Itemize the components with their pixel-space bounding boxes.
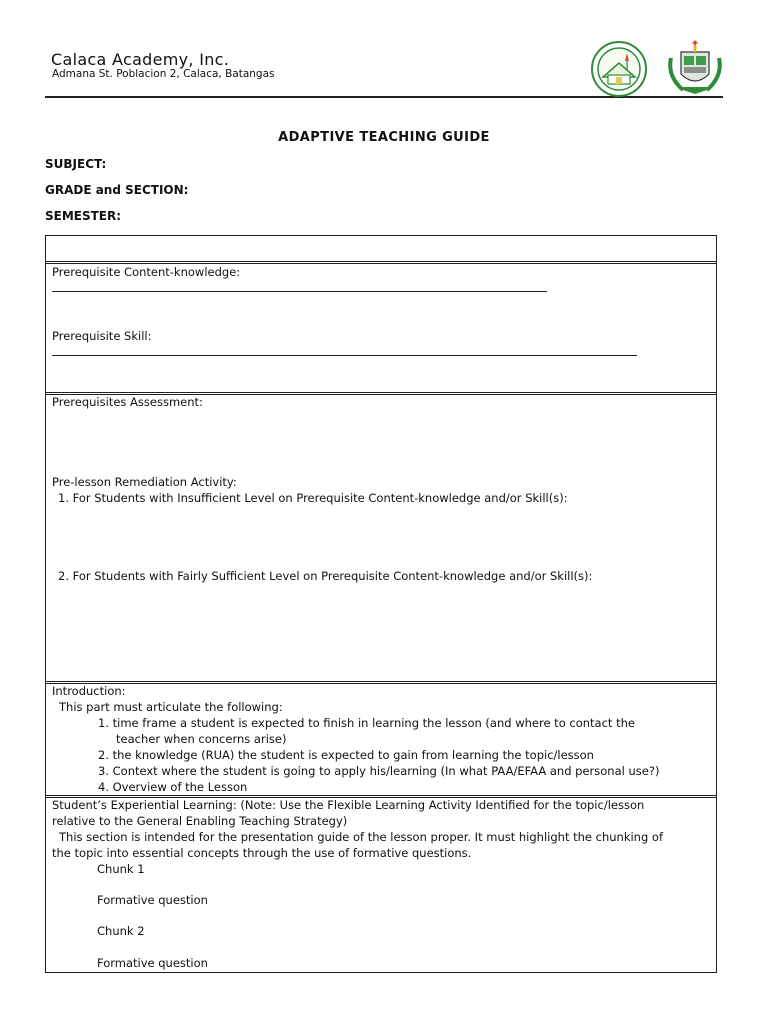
- semester-label: SEMESTER:: [45, 209, 122, 223]
- grade-section-label: GRADE and SECTION:: [45, 183, 189, 197]
- prerequisites-assessment-label: Prerequisites Assessment:: [52, 395, 203, 409]
- prerequisite-skill-label: Prerequisite Skill:: [52, 329, 152, 343]
- prerequisites-section: [45, 261, 717, 393]
- remediation-label: Pre-lesson Remediation Activity:: [52, 475, 237, 489]
- document-header: [45, 44, 723, 98]
- introduction-item-1-continued: teacher when concerns arise): [116, 732, 287, 746]
- experiential-learning-line-3: This section is intended for the presentation guide of the lesson proper. It must highlight the chunking of: [59, 830, 664, 844]
- prerequisite-content-label: Prerequisite Content-knowledge:: [52, 265, 241, 279]
- formative-question-1-label: Formative question: [97, 893, 208, 907]
- introduction-label: Introduction:: [52, 684, 126, 698]
- experiential-learning-line-1: Student’s Experiential Learning: (Note: Use the Flexible Learning Activity Identified for the topic/lesson: [52, 798, 645, 812]
- chunk-2-label: Chunk 2: [97, 924, 145, 938]
- experiential-learning-line-4: the topic into essential concepts through the use of formative questions.: [52, 846, 472, 860]
- school-seal-icon: [589, 41, 649, 97]
- skill-blank-line: [52, 355, 637, 356]
- document-title: ADAPTIVE TEACHING GUIDE: [278, 130, 490, 145]
- academy-crest-icon: [665, 36, 725, 96]
- remediation-item-2: 2. For Students with Fairly Sufficient Level on Prerequisite Content-knowledge and/or Skill(s):: [58, 569, 593, 583]
- introduction-section: [45, 681, 717, 796]
- introduction-item-2: 2. the knowledge (RUA) the student is expected to gain from learning the topic/lesson: [98, 748, 594, 762]
- remediation-item-1: 1. For Students with Insufficient Level on Prerequisite Content-knowledge and/or Skill(s):: [58, 491, 568, 505]
- introduction-item-4: 4. Overview of the Lesson: [98, 780, 248, 794]
- introduction-item-1: 1. time frame a student is expected to finish in learning the lesson (and where to contact the: [98, 716, 635, 730]
- school-name: Calaca Academy, Inc.: [51, 50, 230, 69]
- chunk-1-label: Chunk 1: [97, 862, 145, 876]
- formative-question-2-label: Formative question: [97, 956, 208, 970]
- content-knowledge-blank-line: [52, 291, 547, 292]
- assessment-section: [45, 392, 717, 682]
- school-address: Admana St. Poblacion 2, Calaca, Batangas: [52, 68, 275, 80]
- subject-label: SUBJECT:: [45, 157, 107, 171]
- empty-title-box: [45, 235, 717, 262]
- introduction-item-3: 3. Context where the student is going to apply his/learning (In what PAA/EFAA and personal use?): [98, 764, 660, 778]
- experiential-learning-section: [45, 795, 717, 973]
- experiential-learning-line-2: relative to the General Enabling Teaching Strategy): [52, 814, 348, 828]
- introduction-text: This part must articulate the following:: [59, 700, 283, 714]
